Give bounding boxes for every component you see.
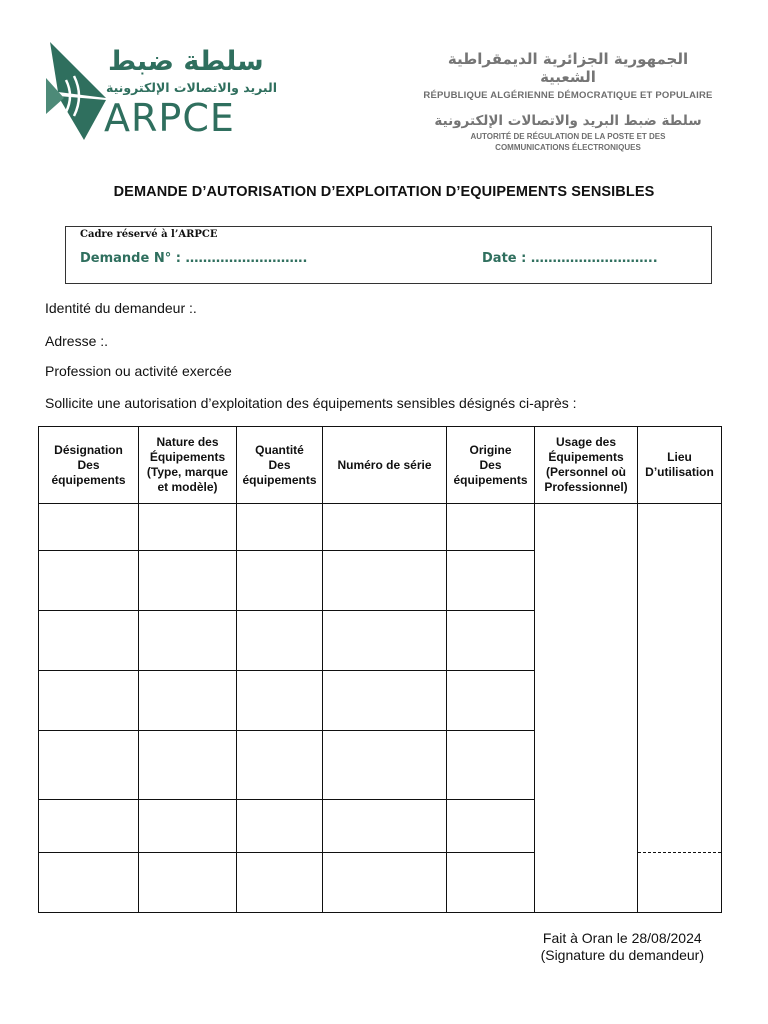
reserved-frame — [65, 226, 712, 284]
cell-quantite[interactable] — [237, 504, 323, 551]
page-title: DEMANDE D’AUTORISATION D’EXPLOITATION D’EQUIPEMENTS SENSIBLES — [113, 184, 655, 200]
cell-usage[interactable] — [535, 504, 638, 913]
cell-origine[interactable] — [447, 611, 535, 671]
table-header-row — [39, 427, 722, 504]
cell-nature[interactable] — [139, 853, 237, 913]
sollicite-statement: Sollicite une autorisation d’exploitation des équipements sensibles désignés ci-après : — [45, 395, 577, 411]
cell-nature[interactable] — [139, 551, 237, 611]
cell-designation[interactable] — [39, 611, 139, 671]
arpce-logo — [44, 40, 277, 146]
profession-field: Profession ou activité exercée — [45, 363, 232, 379]
header-designation: Désignation Des équipements — [39, 427, 139, 504]
date-field: Date : ……………………….. — [482, 251, 658, 266]
cell-designation[interactable] — [39, 731, 139, 800]
arabic-republic-name: الجمهورية الجزائرية الديمقراطية الشعبية — [447, 50, 689, 86]
cell-numero-serie[interactable] — [323, 611, 447, 671]
cell-quantite[interactable] — [237, 551, 323, 611]
cell-origine[interactable] — [447, 800, 535, 853]
cell-quantite[interactable] — [237, 731, 323, 800]
cell-designation[interactable] — [39, 551, 139, 611]
signature-label: (Signature du demandeur) — [540, 947, 704, 963]
cell-designation[interactable] — [39, 853, 139, 913]
arabic-authority-name: سلطة ضبط البريد والاتصالات الإلكترونية — [434, 113, 702, 129]
cell-nature[interactable] — [139, 800, 237, 853]
cell-quantite[interactable] — [237, 611, 323, 671]
table-row — [39, 504, 722, 551]
cell-numero-serie[interactable] — [323, 551, 447, 611]
logo-latin-name: ARPCE — [104, 96, 235, 140]
signature-block — [541, 930, 704, 964]
equipment-table — [38, 426, 722, 913]
cell-nature[interactable] — [139, 731, 237, 800]
authority-block — [418, 50, 718, 153]
french-authority-line1: AUTORITÉ DE RÉGULATION DE LA POSTE ET DES — [470, 132, 666, 141]
cell-numero-serie[interactable] — [323, 671, 447, 731]
cell-origine[interactable] — [447, 504, 535, 551]
place-date: Fait à Oran le 28/08/2024 — [542, 930, 702, 946]
cell-designation[interactable] — [39, 800, 139, 853]
logo-arabic-subtitle: البريد والاتصالات الإلكترونية — [106, 80, 277, 95]
cell-lieu[interactable] — [638, 504, 722, 913]
cell-origine[interactable] — [447, 853, 535, 913]
lieu-divider — [638, 852, 721, 853]
french-authority-name — [418, 132, 718, 153]
cell-designation[interactable] — [39, 671, 139, 731]
cell-nature[interactable] — [139, 504, 237, 551]
header-usage: Usage des Équipements (Personnel où Professionnel) — [535, 427, 638, 504]
identite-field: Identité du demandeur :. — [45, 300, 197, 316]
header-numero-serie: Numéro de série — [323, 427, 447, 504]
header-quantite: Quantité Des équipements — [237, 427, 323, 504]
cell-origine[interactable] — [447, 731, 535, 800]
demande-number-field: Demande N° : ………………………. — [80, 251, 308, 266]
cell-numero-serie[interactable] — [323, 853, 447, 913]
reserved-frame-label: Cadre réservé à l’ARPCE — [80, 229, 218, 240]
cell-origine[interactable] — [447, 671, 535, 731]
cell-numero-serie[interactable] — [323, 800, 447, 853]
adresse-field: Adresse :. — [45, 333, 109, 349]
cell-numero-serie[interactable] — [323, 504, 447, 551]
cell-nature[interactable] — [139, 611, 237, 671]
french-authority-line2: COMMUNICATIONS ÉLECTRONIQUES — [495, 142, 641, 152]
cell-nature[interactable] — [139, 671, 237, 731]
header-lieu: Lieu D’utilisation — [638, 427, 722, 504]
cell-quantite[interactable] — [237, 800, 323, 853]
cell-numero-serie[interactable] — [323, 731, 447, 800]
header-nature: Nature des Équipements (Type, marque et modèle) — [139, 427, 237, 504]
french-republic-name: RÉPUBLIQUE ALGÉRIENNE DÉMOCRATIQUE ET POPULAIRE — [423, 90, 713, 101]
cell-designation[interactable] — [39, 504, 139, 551]
cell-quantite[interactable] — [237, 671, 323, 731]
cell-origine[interactable] — [447, 551, 535, 611]
logo-arabic-name: سلطة ضبط — [108, 46, 264, 77]
header-origine: Origine Des équipements — [447, 427, 535, 504]
cell-quantite[interactable] — [237, 853, 323, 913]
